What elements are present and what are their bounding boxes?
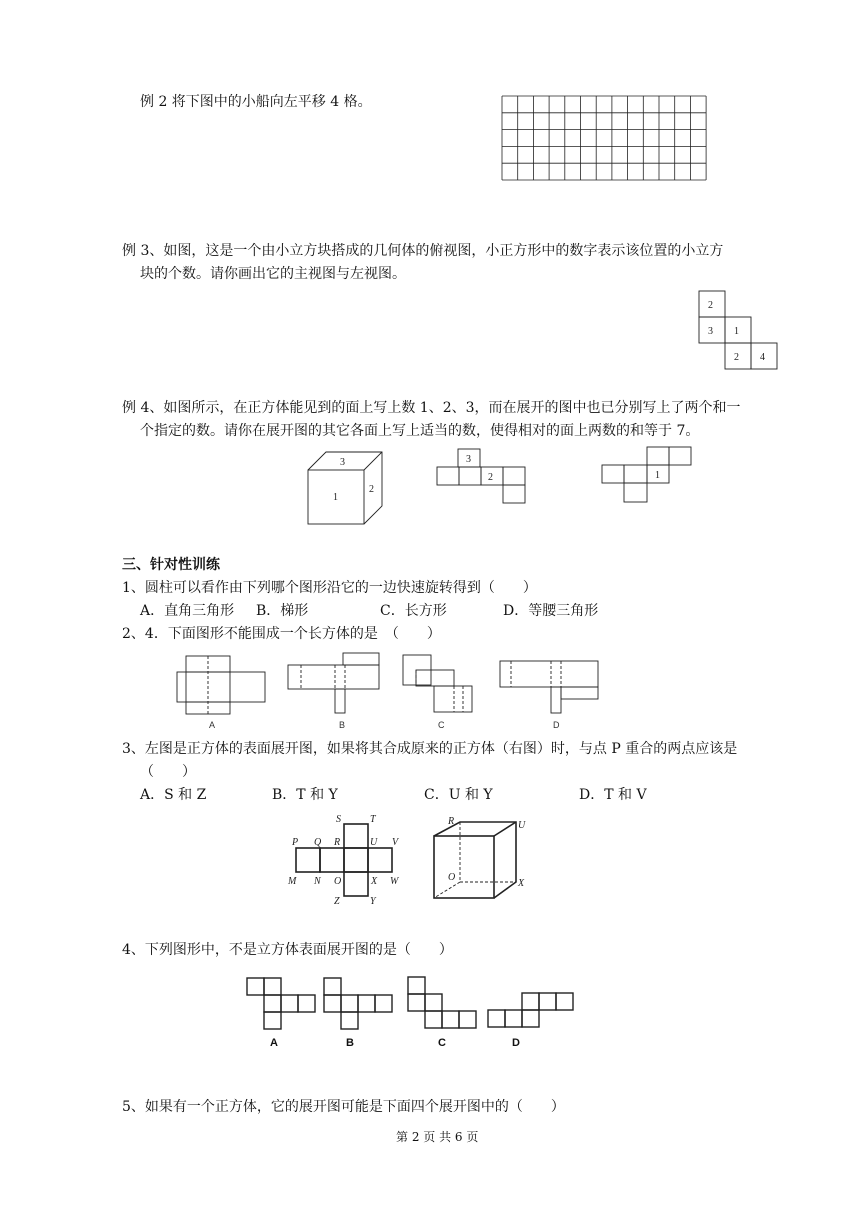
example2-text: 例 2 将下图中的小船向左平移 4 格。 — [140, 94, 372, 110]
q3-cube-figure — [430, 812, 534, 904]
q3-option-d: D．T 和 V — [579, 787, 647, 803]
net-label-m: M — [288, 876, 297, 887]
cube-face-front: 1 — [333, 492, 338, 503]
net-label-n: N — [314, 876, 321, 887]
q1-option-a: A．直角三角形 — [140, 603, 235, 619]
net-label-x: X — [371, 876, 378, 887]
net-label-p: P — [292, 837, 299, 848]
q2-stem: 2、4．下面图形不能围成一个长方体的是 （ ） — [122, 626, 441, 642]
q3-line2: （ ） — [140, 764, 196, 780]
cube-label-x: X — [518, 878, 525, 889]
q4-figure-a — [246, 976, 320, 1052]
net2-cell: 1 — [655, 470, 660, 481]
q2-figure-d — [499, 652, 601, 732]
q2-label-d: D — [553, 720, 560, 730]
net2-figure — [601, 446, 697, 508]
q4-stem: 4、下列图形中，不是立方体表面展开图的是（ ） — [122, 942, 453, 958]
q3-net-figure — [284, 812, 404, 908]
q4-label-b: B — [346, 1037, 354, 1049]
net-label-v: V — [392, 837, 399, 848]
net-label-q: Q — [314, 837, 322, 848]
top-view-cell: 1 — [734, 326, 739, 337]
example4-line1: 例 4、如图所示，在正方体能见到的面上写上数 1、2、3，而在展开的图中也已分别写上了两个和一 — [122, 400, 741, 416]
top-view-figure — [698, 290, 782, 372]
cube-label-o: O — [448, 872, 456, 883]
top-view-cell: 3 — [708, 326, 713, 337]
cube-label-r: R — [448, 816, 455, 827]
net-label-w: W — [390, 876, 399, 887]
net-label-o: O — [334, 876, 342, 887]
example3-line2: 块的个数。请你画出它的主视图与左视图。 — [140, 266, 406, 282]
q4-label-d: D — [512, 1037, 520, 1049]
net1-cell: 3 — [466, 454, 471, 465]
q2-figure-b — [287, 652, 383, 732]
q1-option-c: C．长方形 — [380, 603, 447, 619]
q1-option-d: D．等腰三角形 — [503, 603, 599, 619]
q4-label-a: A — [270, 1037, 278, 1049]
q4-figure-b — [322, 976, 396, 1052]
net-label-r: R — [334, 837, 341, 848]
net-label-t: T — [370, 814, 376, 825]
section-title: 三、针对性训练 — [122, 557, 220, 573]
example3-line1: 例 3、如图，这是一个由小立方块搭成的几何体的俯视图，小正方形中的数字表示该位置的小立方 — [122, 243, 724, 259]
top-view-cell: 2 — [734, 352, 739, 363]
grid-figure — [500, 94, 708, 184]
q3-option-a: A．S 和 Z — [140, 787, 207, 803]
top-view-cell: 2 — [708, 300, 713, 311]
q3-option-b: B．T 和 Y — [272, 787, 338, 803]
net-label-y: Y — [370, 896, 376, 907]
q3-option-c: C．U 和 Y — [424, 787, 493, 803]
example4-line2: 个指定的数。请你在展开图的其它各面上写上适当的数，使得相对的面上两数的和等于 7。 — [140, 423, 700, 439]
cube-figure — [306, 450, 386, 526]
net1-cell: 2 — [488, 472, 493, 483]
q1-stem: 1、圆柱可以看作由下列哪个图形沿它的一边快速旋转得到（ ） — [122, 580, 537, 596]
q1-option-b: B．梯形 — [256, 603, 309, 619]
q4-label-c: C — [438, 1037, 446, 1049]
q2-label-b: B — [339, 720, 346, 730]
q5-stem: 5、如果有一个正方体，它的展开图可能是下面四个展开图中的（ ） — [122, 1099, 565, 1115]
net1-figure — [436, 448, 530, 508]
q2-label-c: C — [438, 720, 445, 730]
q2-figure-c — [400, 652, 482, 732]
net-label-u: U — [370, 837, 378, 848]
q3-line1: 3、左图是正方体的表面展开图，如果将其合成原来的正方体（右图）时，与点 P 重合的两点应该是 — [122, 741, 738, 757]
q4-figure-c — [406, 976, 480, 1052]
page-footer: 第 2 页 共 6 页 — [396, 1130, 479, 1144]
cube-face-side: 2 — [369, 484, 374, 495]
cube-face-top: 3 — [340, 457, 345, 468]
cube-label-u: U — [518, 820, 526, 831]
q2-label-a: A — [209, 720, 216, 730]
net-label-z: Z — [334, 896, 340, 907]
net-label-s: S — [336, 814, 341, 825]
top-view-cell: 4 — [760, 352, 765, 363]
q2-figure-a — [176, 652, 270, 732]
q4-figure-d — [486, 976, 578, 1052]
